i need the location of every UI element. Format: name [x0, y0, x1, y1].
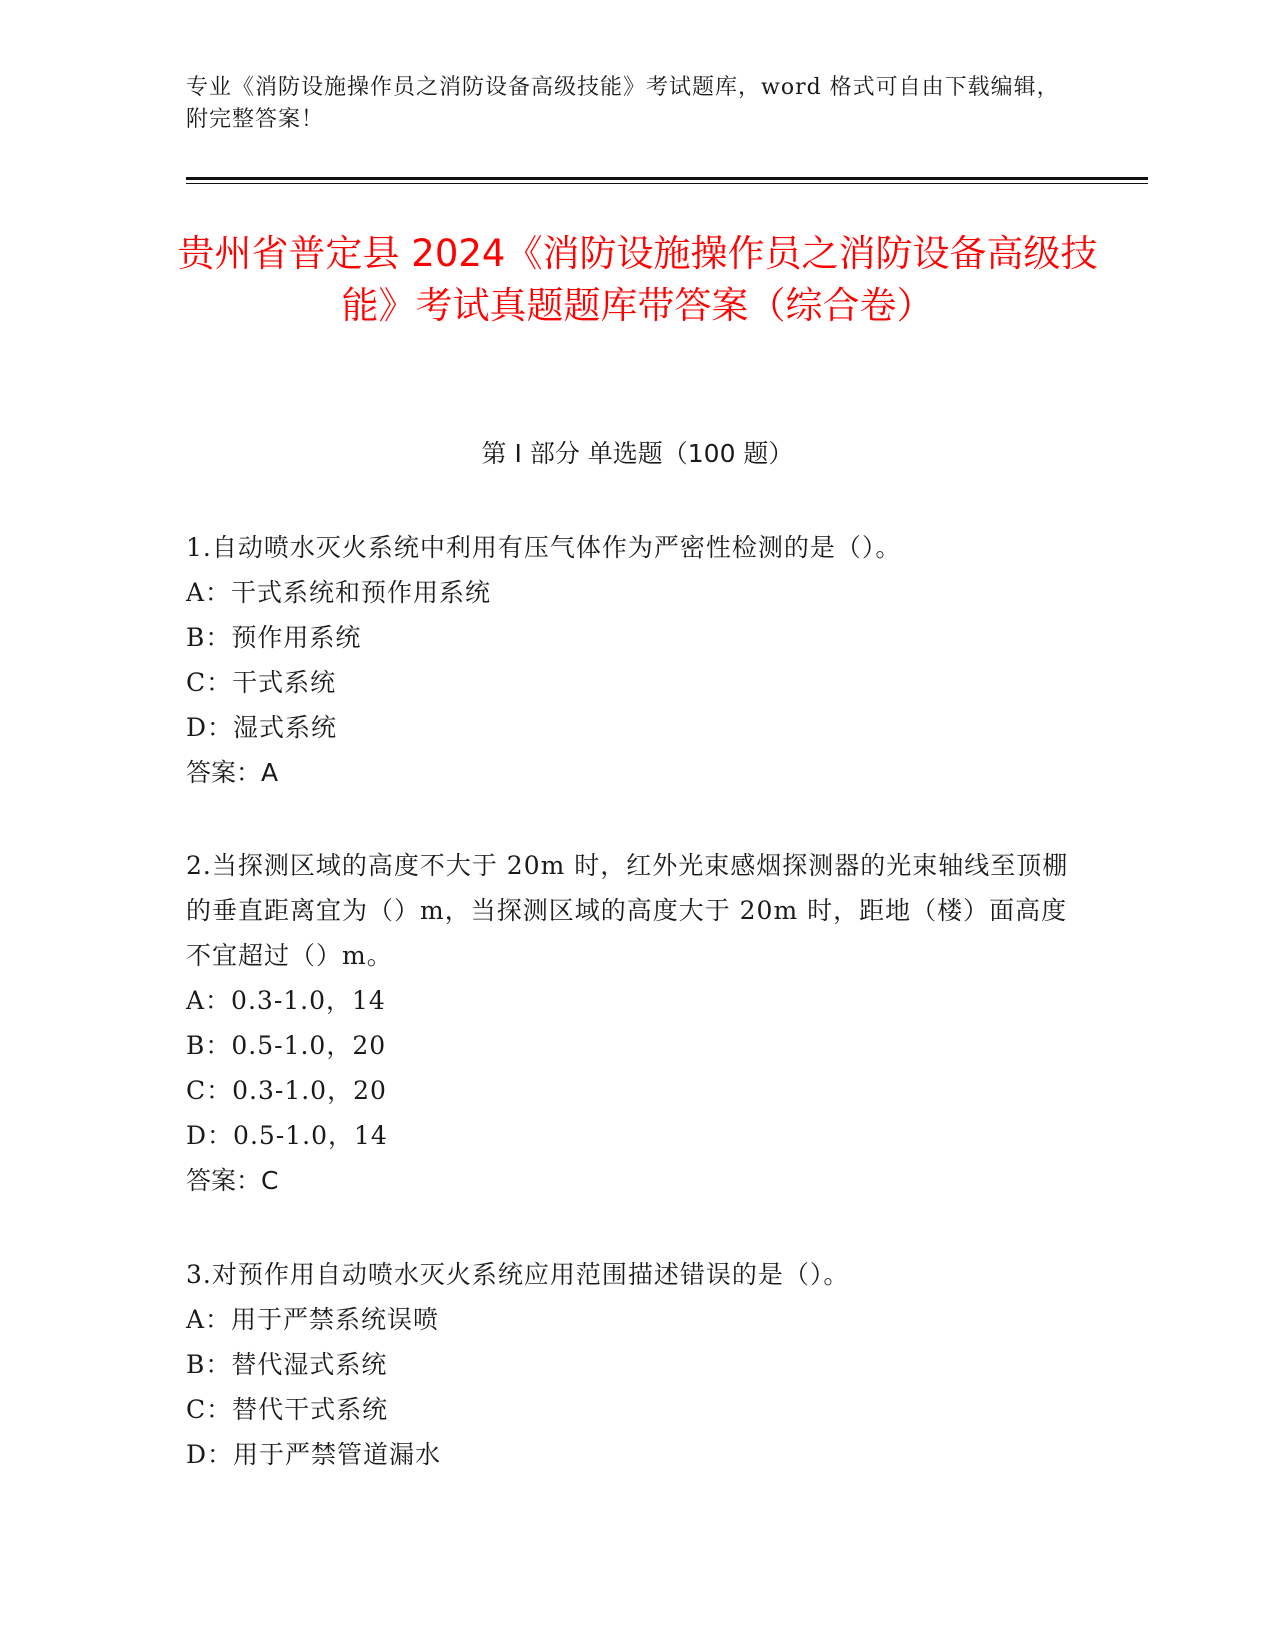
option-b: B：预作用系统 [186, 623, 362, 652]
question-stem: 1.自动喷水灭火系统中利用有压气体作为严密性检测的是（）。 [186, 533, 902, 562]
option-b: B：替代湿式系统 [186, 1350, 388, 1379]
header-divider-thick [186, 177, 1148, 180]
question-3 [186, 1252, 1086, 1477]
answer: 答案：C [186, 1166, 279, 1195]
option-c: C：干式系统 [186, 668, 337, 697]
option-c: C：替代干式系统 [186, 1395, 389, 1424]
question-2 [186, 843, 1086, 1203]
question-stem: 3.对预作用自动喷水灭火系统应用范围描述错误的是（）。 [186, 1260, 850, 1289]
page-title: 贵州省普定县 2024《消防设施操作员之消防设备高级技能》考试真题题库带答案（综合卷） [177, 232, 1098, 327]
option-b: B：0.5-1.0，20 [186, 1031, 387, 1060]
option-d: D：0.5-1.0，14 [186, 1121, 388, 1150]
option-c: C：0.3-1.0，20 [186, 1076, 387, 1105]
option-a: A：用于严禁系统误喷 [186, 1305, 440, 1334]
option-a: A：0.3-1.0，14 [186, 986, 386, 1015]
option-d: D：用于严禁管道漏水 [186, 1440, 442, 1469]
section-heading: 第 I 部分 单选题（100 题） [481, 439, 794, 468]
question-1 [186, 525, 1086, 795]
option-d: D：湿式系统 [186, 713, 338, 742]
header-divider-thin [186, 183, 1148, 184]
header-note: 专业《消防设施操作员之消防设备高级技能》考试题库，word 格式可自由下载编辑，附完整答案！ [186, 75, 1060, 132]
answer: 答案：A [186, 758, 279, 787]
question-stem: 2.当探测区域的高度不大于 20m 时，红外光束感烟探测器的光束轴线至顶棚的垂直距离宜为（）m，当探测区域的高度大于 20m 时，距地（楼）面高度不宜超过（）m。 [186, 851, 1069, 970]
option-a: A：干式系统和预作用系统 [186, 578, 492, 607]
